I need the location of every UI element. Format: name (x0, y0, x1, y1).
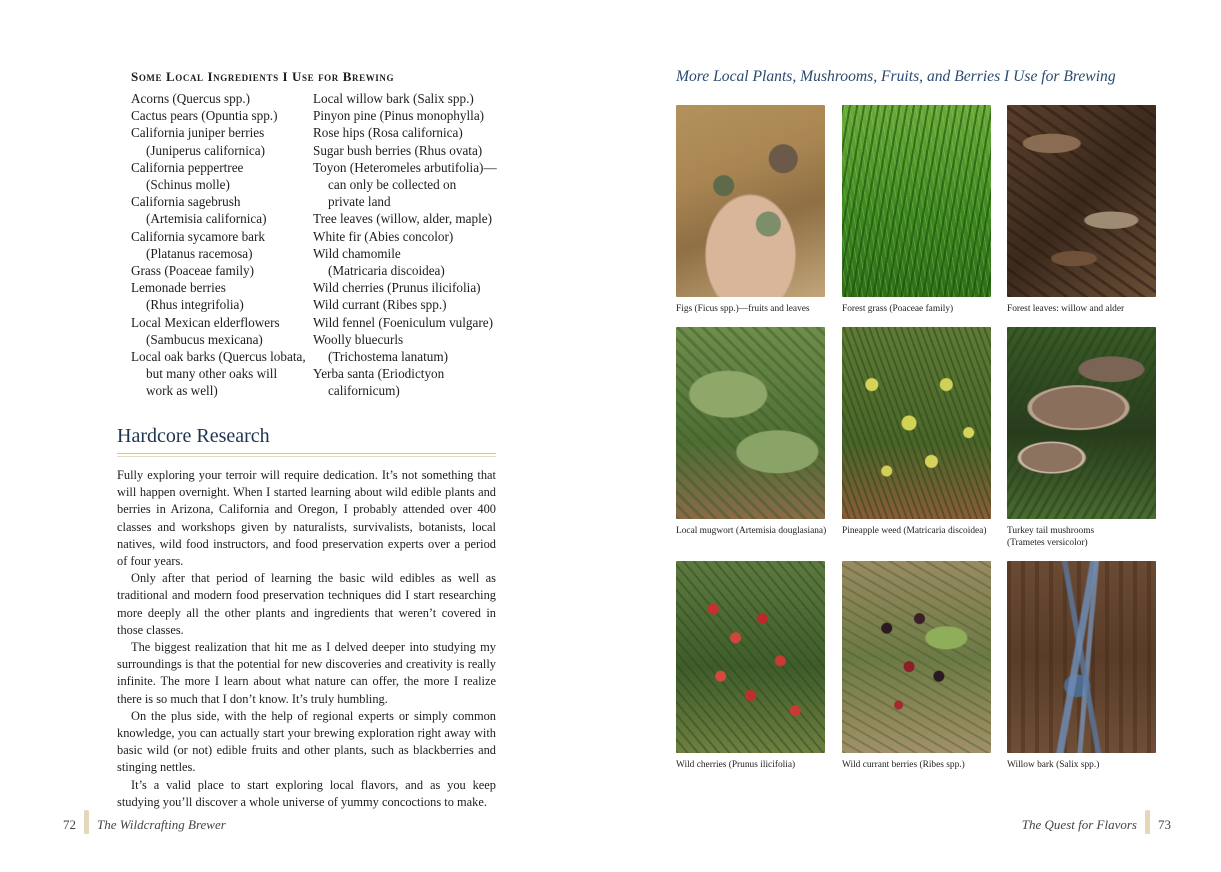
turkey-photo (1007, 327, 1156, 519)
cherries-photo (676, 561, 825, 753)
photo-plate (1007, 327, 1156, 549)
plates-title: More Local Plants, Mushrooms, Fruits, and Berries I Use for Brewing (676, 68, 1116, 85)
photo-plate (676, 561, 825, 771)
ingredient-line: Wild chamomile (313, 245, 401, 261)
ingredient-line: Tree leaves (willow, alder, maple) (313, 211, 493, 227)
body-paragraph: It’s a valid place to start exploring local flavors, and as you keep studying you’ll discover a whole universe of yummy concoctions to make. (117, 777, 496, 809)
ingredient-line: California sagebrush (131, 194, 241, 210)
ingredient-line: Woolly bluecurls (313, 331, 404, 347)
photo-caption-line-2: (Trametes versicolor) (1007, 538, 1088, 548)
ingredient-line: Local willow bark (Salix spp.) (313, 91, 474, 106)
ingredient-line: Grass (Poaceae family) (131, 263, 255, 279)
figs-photo (676, 105, 825, 297)
pineapple-photo (842, 327, 991, 519)
ingredient-line: Wild fennel (Foeniculum vulgare) (313, 314, 494, 330)
photo-caption: Wild currant berries (Ribes spp.) (842, 760, 965, 770)
ingredient-line: Local oak barks (Quercus lobata, (131, 349, 306, 365)
currant-photo (842, 561, 991, 753)
photo-plate (676, 105, 825, 315)
body-paragraph: On the plus side, with the help of regional experts or simply common knowledge, you can actually start your brewing exploration right away with basic wild (or not) edible fruits and other plants, such as blackberries and stinging nettles. (117, 708, 496, 775)
ingredient-line: Yerba santa (Eriodictyon (313, 366, 445, 382)
ingredient-line: (Rhus integrifolia) (146, 297, 244, 313)
leaves-photo (1007, 105, 1156, 297)
ingredient-line: private land (328, 194, 391, 210)
ingredient-line: Local Mexican elderflowers (131, 314, 280, 330)
ingredient-line: Toyon (Heteromeles arbutifolia)— (313, 159, 497, 175)
photo-caption: Willow bark (Salix spp.) (1007, 760, 1100, 770)
ingredient-line: (Sambucus mexicana) (146, 331, 263, 347)
ingredient-line: Acorns (Quercus spp.) (131, 91, 251, 106)
ingredient-line: (Artemisia californica) (146, 211, 267, 227)
section-rule (117, 453, 496, 454)
ingredient-line: californicum) (328, 383, 400, 399)
body-paragraph: Only after that period of learning the basic wild edibles as well as traditional and modern food preservation techniques did I start researching more deeply all the other plants and ingredients that weren’t covered in those classes. (117, 571, 496, 637)
mugwort-photo (676, 327, 825, 519)
bottle-icon (1145, 810, 1150, 834)
ingredient-line: but many other oaks will (146, 366, 278, 382)
ingredient-line: can only be collected on (328, 177, 457, 193)
photo-caption: Pineapple weed (Matricaria discoidea) (842, 526, 987, 536)
ingredient-line: California juniper berries (131, 125, 265, 141)
ingredient-line: (Platanus racemosa) (146, 245, 253, 261)
section-rule-secondary (117, 456, 496, 457)
bottle-icon (84, 810, 89, 834)
ingredients-column-2 (313, 90, 498, 400)
footer-left (63, 814, 226, 838)
ingredient-line: (Trichostema lanatum) (328, 349, 449, 365)
photo-caption: Forest grass (Poaceae family) (842, 304, 954, 314)
page-number: 73 (1158, 816, 1171, 832)
left-page (0, 0, 610, 872)
right-page (610, 0, 1221, 872)
photo-caption: Figs (Ficus spp.)—fruits and leaves (676, 304, 810, 314)
ingredient-line: (Matricaria discoidea) (328, 263, 445, 279)
ingredients-heading: Some Local Ingredients I Use for Brewing (131, 69, 395, 84)
body-paragraph: Fully exploring your terroir will require dedication. It’s not something that will happen overnight. When I started learning about wild edible plants and berries in Arizona, California and Oregon, I probably attended over 400 classes and workshops given by naturalists, survivalists, botanists, local natives, wild food instructors, and food preservation experts over a period of four years. (117, 468, 496, 569)
body-text (117, 467, 496, 811)
ingredient-line: California sycamore bark (131, 228, 266, 244)
ingredient-line: (Schinus molle) (146, 177, 230, 193)
chapter-title: The Quest for Flavors (1021, 816, 1137, 832)
ingredient-line: Cactus pears (Opuntia spp.) (131, 108, 278, 124)
photo-caption: Forest leaves: willow and alder (1007, 304, 1125, 314)
photo-plate (1007, 105, 1156, 315)
ingredient-line: Pinyon pine (Pinus monophylla) (313, 108, 485, 124)
photo-caption: Local mugwort (Artemisia douglasiana) (676, 526, 827, 536)
ingredient-line: California peppertree (131, 159, 244, 175)
ingredient-line: Rose hips (Rosa californica) (313, 125, 463, 141)
book-title: The Wildcrafting Brewer (97, 816, 226, 832)
photo-plate (676, 327, 826, 537)
photo-plate (1007, 561, 1156, 771)
ingredients-column-1 (131, 90, 309, 400)
ingredient-line: Sugar bush berries (Rhus ovata) (313, 142, 483, 158)
ingredient-line: Wild currant (Ribes spp.) (313, 297, 447, 313)
photo-caption: Wild cherries (Prunus ilicifolia) (676, 760, 796, 770)
ingredient-line: work as well) (146, 383, 218, 399)
body-paragraph: The biggest realization that hit me as I delved deeper into studying my surroundings is that the potential for new discoveries and creativity is really infinite. The more I learn about what nature can offer, the more I realize there is so much that I don’t know. It’s truly humbling. (117, 640, 496, 706)
photo-plate (842, 105, 991, 315)
ingredient-line: Wild cherries (Prunus ilicifolia) (313, 280, 481, 296)
ingredient-line: (Juniperus californica) (146, 142, 266, 158)
willow-photo (1007, 561, 1156, 753)
photo-plate (842, 561, 991, 771)
photo-plate (842, 327, 991, 537)
page-number: 72 (63, 816, 76, 832)
section-title: Hardcore Research (117, 425, 270, 447)
ingredient-line: Lemonade berries (131, 280, 226, 296)
grass-photo (842, 105, 991, 297)
ingredient-line: White fir (Abies concolor) (313, 228, 454, 244)
footer-right (1022, 814, 1171, 838)
photo-caption: Turkey tail mushrooms (1007, 526, 1095, 536)
